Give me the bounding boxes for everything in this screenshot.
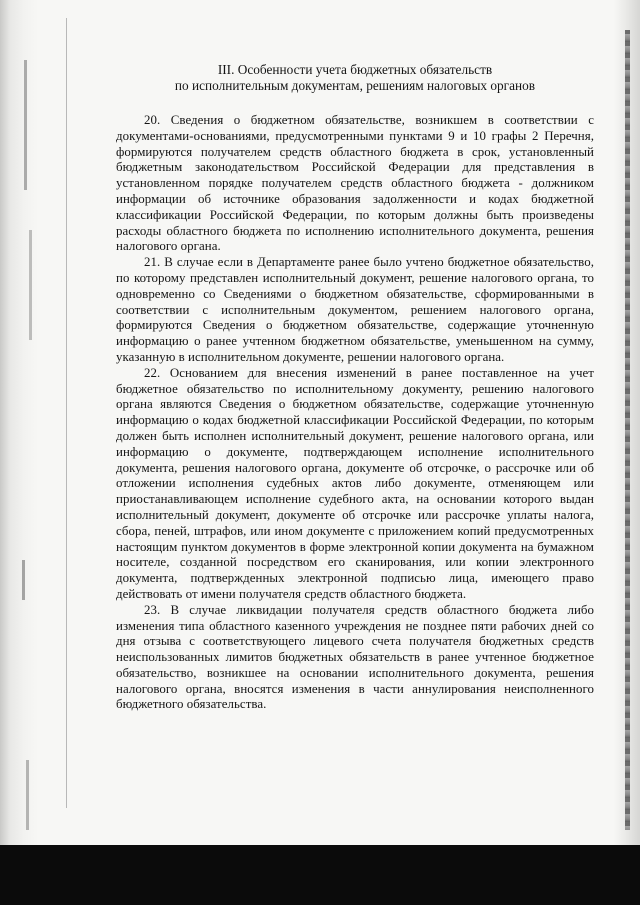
paragraph-22: 22. Основанием для внесения изменений в ранее поставленное на учет бюджетное обязательство по исполнительному документу, решению налогового органа являются Сведения о бюджетном обязательстве, содержащие уточненную информацию о кодах бюджетной классификации Российской Федерации, по которым должен быть исполнен исполнительный документ, решение налогового органа, или информацию о документе, подтверждающем исполнение исполнительного документа, решения налогового органа, документе об отсрочке, о рассрочке или об отложении исполнения судебных актов либо документе, отменяющем или приостанавливающем исполнение судебного акта, на основании которого выдан исполнительный документ, документе об отсрочке или рассрочке уплаты налога, сбора, пеней, штрафов, или ином документе с приложением копий предусмотренных настоящим пунктом документов в форме электронной копии документа на бумажном носителе, созданной посредством его сканирования, или копии электронного документа, подтвержденных электронной подписью лица, имеющего право действовать от имени получателя средств областного бюджета. — [116, 365, 594, 601]
scan-artifact — [22, 560, 25, 600]
page-fold-line — [66, 18, 67, 808]
left-scan-edge — [0, 0, 38, 905]
scan-artifact — [26, 760, 29, 830]
heading-line-1: III. Особенности учета бюджетных обязательств — [217, 62, 493, 77]
scan-artifact — [29, 230, 32, 340]
section-heading — [116, 62, 594, 94]
paragraph-20: 20. Сведения о бюджетном обязательстве, возникшем в соответствии с документами-основаниями, предусмотренными пунктами 9 и 10 графы 2 Перечня, формируются получателем средств областного бюджета в срок, установленный бюджетным законодательством Российской Федерации для представления в установленном порядке получателем средств областного бюджета - должником информации об источнике образования задолженности и кодах бюджетной классификации Российской Федерации, по которым должны быть произведены расходы областного бюджета по исполнению исполнительного документа, решения налогового органа. — [116, 113, 594, 254]
paragraph-21: 21. В случае если в Департаменте ранее было учтено бюджетное обязательство, по которому представлен исполнительный документ, решение налогового органа, то одновременно со Сведениями о бюджетном обязательстве, сформированными в соответствии с исполнительным документом, решением налогового органа, формируются Сведения о бюджетном обязательстве, содержащие уточненную информацию о ранее учтенном бюджетном обязательстве, уменьшенном на сумму, указанную в исполнительном документе, решении налогового органа. — [116, 255, 594, 364]
heading-line-2: по исполнительным документам, решениям налоговых органов — [174, 78, 536, 93]
paragraph-23: 23. В случае ликвидации получателя средств областного бюджета либо изменения типа областного казенного учреждения не позднее пяти рабочих дней со дня отзыва с соответствующего лицевого счета получателя бюджетных средств неиспользованных лимитов бюджетных обязательств в ранее учтенное бюджетное обязательство, возникшее на основании исполнительного документа, решения налогового органа, вносятся изменения в части аннулирования неисполненного бюджетного обязательства. — [116, 602, 594, 712]
scan-bottom-border — [0, 845, 640, 905]
document-body — [116, 62, 594, 713]
scan-artifact — [24, 60, 27, 190]
binding-shadow — [625, 30, 630, 830]
